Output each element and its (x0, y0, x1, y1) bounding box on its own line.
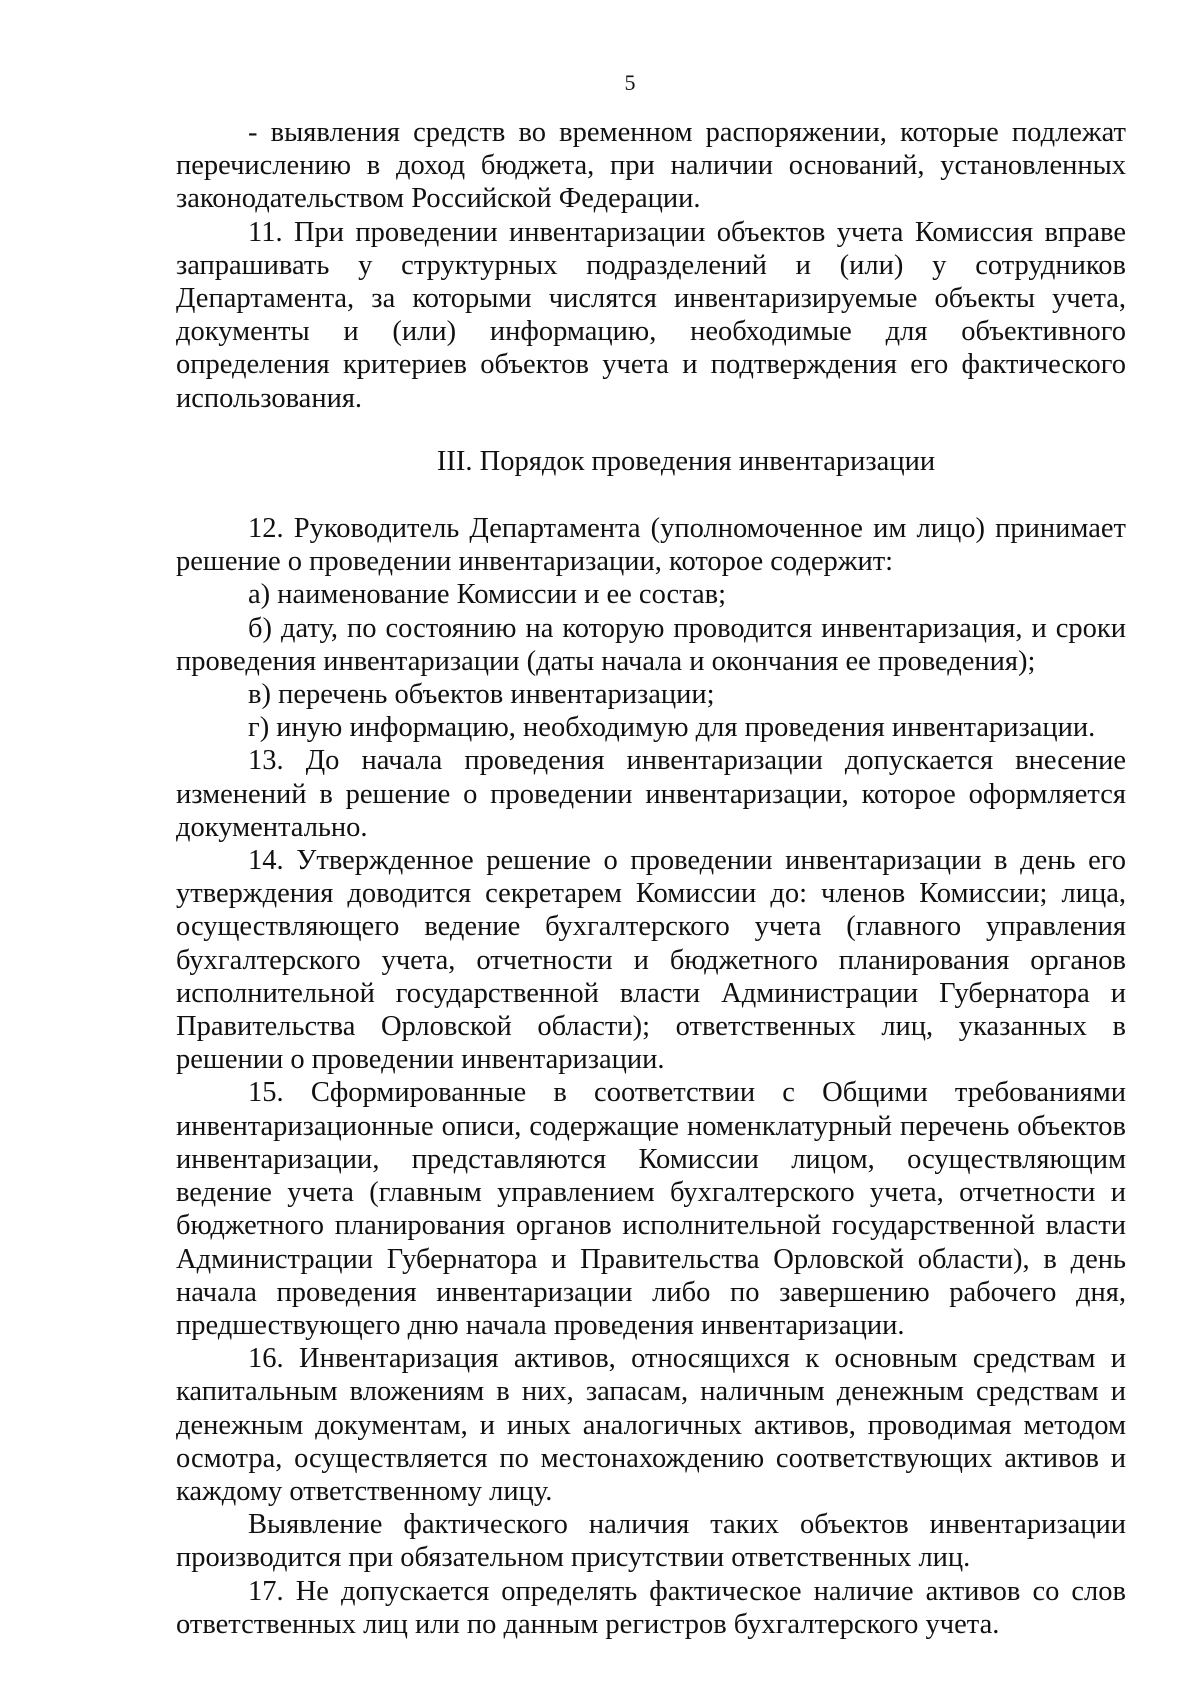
paragraph-16-continuation: Выявление фактического наличия таких объектов инвентаризации производится при обязательном присутствии ответственных лиц. (176, 1509, 1126, 1574)
list-item-v: в) перечень объектов инвентаризации; (248, 679, 715, 711)
paragraph-12: 12. Руководитель Департамента (уполномоченное им лицо) принимает решение о проведении инвентаризации, которое содержит: (176, 513, 1126, 578)
paragraph-17: 17. Не допускается определять фактическое наличие активов со слов ответственных лиц или по данным регистров бухгалтерского учета. (176, 1575, 1126, 1640)
list-item-a: а) наименование Комиссии и ее состав; (248, 579, 727, 611)
paragraph-11: 11. При проведении инвентаризации объектов учета Комиссия вправе запрашивать у структурных подразделений и (или) у сотрудников Департамента, за которыми числятся инвентаризируемые объекты учета, документы и (или) информацию, необходимые для объективного определения критериев объектов учета и подтверждения его фактического использования. (176, 216, 1126, 414)
paragraph: - выявления средств во временном распоряжении, которые подлежат перечислению в доход бюджета, при наличии оснований, установленных законодательством Российской Федерации. (176, 117, 1126, 215)
section-heading: III. Порядок проведения инвентаризации (436, 445, 936, 477)
page-number: 5 (624, 70, 636, 95)
paragraph-16: 16. Инвентаризация активов, относящихся к основным средствам и капитальным вложениям в них, запасам, наличным денежным средствам и денежным документам, и иных аналогичных активов, проводимая методом осмотра, осуществляется по местонахождению соответствующих активов и каждому ответственному лицу. (176, 1343, 1126, 1507)
paragraph-13: 13. До начала проведения инвентаризации допускается внесение изменений в решение о проведении инвентаризации, которое оформляется документально. (176, 745, 1126, 843)
list-item-g: г) иную информацию, необходимую для проведения инвентаризации. (248, 712, 1096, 744)
list-item-b: б) дату, по состоянию на которую проводится инвентаризация, и сроки проведения инвентаризации (даты начала и окончания ее проведения); (176, 612, 1126, 677)
paragraph-15: 15. Сформированные в соответствии с Общими требованиями инвентаризационные описи, содержащие номенклатурный перечень объектов инвентаризации, представляются Комиссии лицом, осуществляющим ведение учета (главным управлением бухгалтерского учета, отчетности и бюджетного планирования органов исполнительной государственной власти Администрации Губернатора и Правительства Орловской области), в день начала проведения инвентаризации либо по завершению рабочего дня, предшествующего дню начала проведения инвентаризации. (176, 1077, 1126, 1341)
document-body (176, 116, 1126, 1641)
paragraph-14: 14. Утвержденное решение о проведении инвентаризации в день его утверждения доводится секретарем Комиссии до: членов Комиссии; лица, осуществляющего ведение бухгалтерского учета (главного управления бухгалтерского учета, отчетности и бюджетного планирования органов исполнительной государственной власти Администрации Губернатора и Правительства Орловской области); ответственных лиц, указанных в решении о проведении инвентаризации. (176, 845, 1126, 1076)
